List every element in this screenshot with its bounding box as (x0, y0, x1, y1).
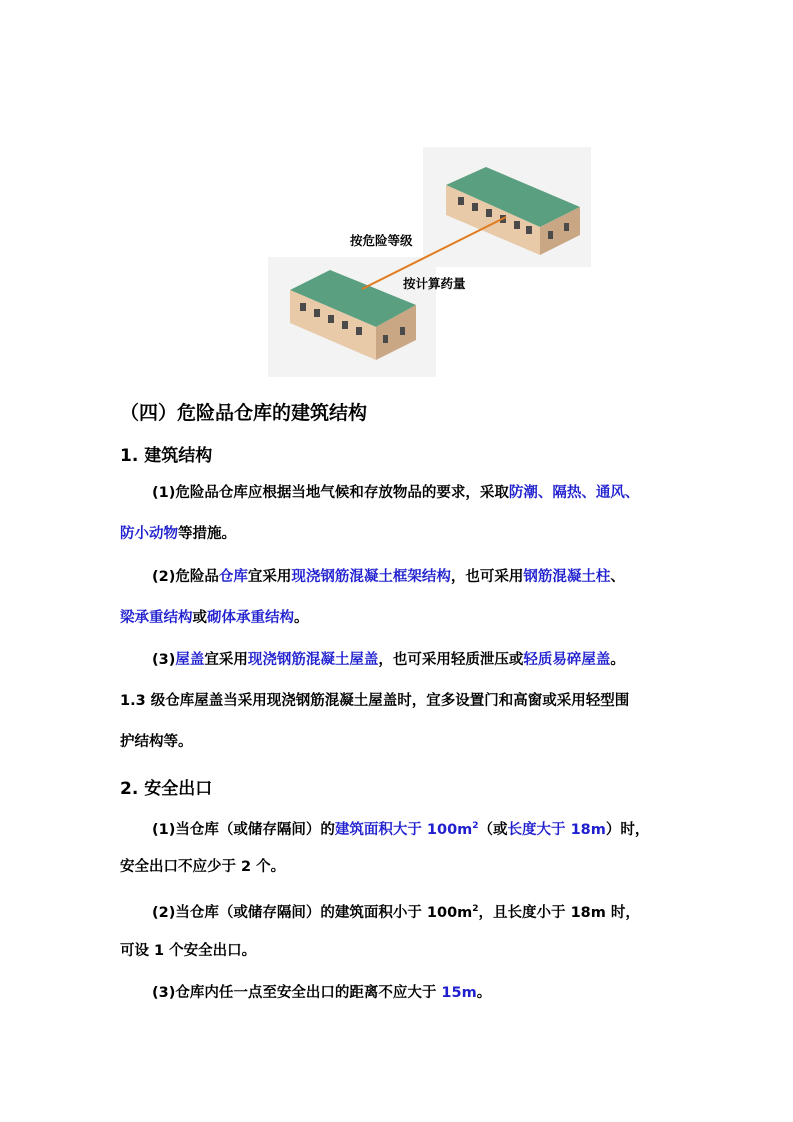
exit-paragraph-1-line-1: (1)当仓库（或储存隔间）的建筑面积大于 $100m^2$（或长度大于 18m）时， (152, 821, 650, 838)
exit-paragraph-3: (3)仓库内任一点至安全出口的距离不应大于 15m。 (152, 985, 492, 1001)
label-charge-amount: 按计算药量 (403, 276, 466, 291)
paragraph-3-line-1: (3)屋盖宜采用现浇钢筋混凝土屋盖，也可采用轻质泄压或轻质易碎屋盖。 (152, 652, 625, 668)
paragraph-4-line-1: 1.3 级仓库屋盖当采用现浇钢筋混凝土屋盖时，宜多设置门和高窗或采用轻型围 (120, 693, 630, 709)
paragraph-1-line-2: 防小动物等措施。 (120, 526, 236, 542)
label-danger-level: 按危险等级 (350, 233, 413, 248)
section-heading: （四）危险品仓库的建筑结构 (120, 402, 368, 424)
exit-paragraph-2-line-2: 可设 1 个安全出口。 (120, 943, 257, 959)
warehouse-figure (268, 145, 591, 377)
paragraph-2-line-1: (2)危险品仓库宜采用现浇钢筋混凝土框架结构，也可采用钢筋混凝土柱、 (152, 569, 625, 585)
subsection-title-structure: 1. 建筑结构 (120, 446, 213, 466)
paragraph-4-line-2: 护结构等。 (120, 734, 193, 750)
exit-paragraph-1-line-2: 安全出口不应少于 2 个。 (120, 859, 286, 875)
paragraph-2-line-2: 梁承重结构或砌体承重结构。 (120, 610, 309, 626)
subsection-title-exits: 2. 安全出口 (120, 779, 213, 799)
exit-paragraph-2-line-1: (2)当仓库（或储存隔间）的建筑面积小于 $100m^2$，且长度小于 18m 时， (152, 904, 640, 921)
paragraph-1-line-1: (1)危险品仓库应根据当地气候和存放物品的要求，采取防潮、隔热、通风、 (152, 485, 640, 501)
